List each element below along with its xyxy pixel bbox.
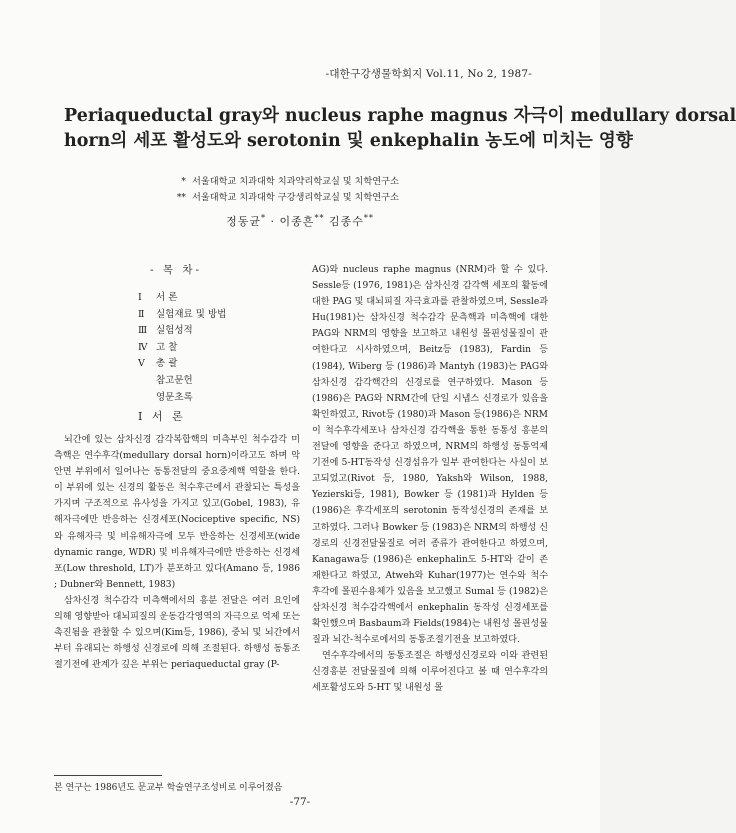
toc-label: 실험성적	[156, 325, 193, 337]
table-of-contents	[138, 290, 226, 406]
toc-label: 총 괄	[156, 358, 178, 370]
body-paragraph: 연수후각에서의 동통조절은 하행성신경로와 이와 관련된 신경흥분 전달물질에 의해 이루어진다고 볼 때 연수후각의 세포활성도와 5-HT 및 내원성 몰	[312, 651, 548, 694]
affiliation-mark: **	[176, 192, 186, 203]
author-mark: *	[261, 213, 267, 223]
toc-item	[138, 390, 226, 407]
title-line: Periaqueductal gray와 nucleus raphe magnus 자극이 medullary dorsal	[64, 106, 736, 126]
body-paragraph: AG)와 nucleus raphe magnus (NRM)라 할 수 있다. Sessle등 (1976, 1981)은 삼차신경 감각핵 세포의 활동에 대한 PAG 및 대뇌피질 자극효과를 관찰하였으며, Sessle과 Hu(1981)는 삼차신경 척수감각 문측핵과 미측핵에 대한 PAG와 NRM의 영향을 보고하고 내원성 몰핀성물질이 관여한다고 시사하였으며, Beitz등 (1983), Fardin 등 (1984), Wiberg 등 (1986)과 Mantyh (1983)는 PAG와 삼차신경 감각핵간의 신경로를 연구하였다. Mason 등(1986)은 PAG와 NRM간에 단일 시냅스 신경로가 있음을 확인하였고, Rivot등 (1980)과 Mason 등(1986)은 NRM이 척수후각세포나 삼차신경 감각핵을 통한 동통성 흥분의 전달에 영향을 준다고 하였으며, NRM의 하행성 동통억제기전에 5-HT동작성 신경섬유가 일부 관여한다는 사실이 보고되었고(Rivot 등, 1980, Yaksh와 Wilson, 1988, Yezierski등, 1981), Bowker 등 (1981)과 Hylden 등 (1986)은 후각세포의 serotonin 동작성신경의 존재를 보고하였다. 그러나 Bowker 등 (1983)은 NRM의 하행성 신경로의 신경전달물질로 여러 종류가 관여한다고 하였으며, Kanagawa등 (1986)은 enkephalin도 5-HT와 같이 존재한다고 하였고, Atweh와 Kuhar(1977)는 연수와 척수후각에 몰핀수용체가 있음을 보고했고 Sumal 등 (1982)은 삼차신경 척수감각핵에서 enkephalin 동작성 신경세포를 확인했으며 Basbaum과 Fields(1984)는 내원성 몰핀성물질과 뇌간-척수로에서의 동통조절기전을 보고하였다.	[312, 265, 548, 646]
toc-item	[138, 323, 226, 340]
toc-number: Ⅳ	[138, 341, 148, 353]
toc-label: 참고문헌	[156, 374, 193, 386]
author-name: 이종흔	[279, 215, 315, 228]
body-paragraph: 뇌간에 있는 삼차신경 감각복합핵의 미측부인 척수감각 미측핵은 연수후각(medullary dorsal horn)이라고도 하며 악안면 부위에서 일어나는 동통전달의 중요중계핵 역할을 한다. 이 부위에 있는 신경의 활동은 척수후근에서 관찰되는 특성을 가지며 구조적으로 유사성을 가지고 있고(Gobel, 1983), 유해자극에만 반응하는 신경세포(Nociceptive specific, NS)와 유해자극 및 비유해자극에 모두 반응하는 신경세포(wide dynamic range, WDR) 및 비유해자극에만 반응하는 신경세포(Low threshold, LT)가 분포하고 있다(Amano 등, 1986 ; Dubner와 Bennett, 1983)	[54, 435, 300, 590]
toc-item	[138, 290, 226, 307]
toc-item	[138, 307, 226, 324]
funding-footnote: 본 연구는 1986년도 문교부 학술연구조성비로 이루어졌음	[54, 783, 283, 793]
toc-label: 영문초록	[156, 391, 193, 403]
toc-number: Ⅱ	[138, 308, 145, 320]
toc-label: 고 찰	[156, 341, 178, 353]
affiliation	[170, 174, 399, 190]
title-line: horn의 세포 활성도와 serotonin 및 enkephalin 농도에 미치는 영향	[64, 131, 633, 151]
author-name: 김종수	[328, 215, 364, 228]
affiliation-mark: *	[181, 176, 186, 187]
affiliation-text: 서울대학교 치과대학 구강생리학교실 및 치학연구소	[192, 192, 399, 203]
affiliation	[170, 190, 399, 206]
affiliations	[170, 174, 399, 206]
page-number: -77-	[289, 796, 311, 808]
toc-number: Ⅴ	[138, 358, 145, 370]
affiliation-text: 서울대학교 치과대학 치과약리학교실 및 치학연구소	[192, 176, 399, 187]
toc-number: Ⅰ	[138, 292, 142, 303]
author-list	[0, 213, 600, 229]
left-column	[54, 432, 300, 673]
paper-title	[64, 104, 736, 154]
toc-number: Ⅲ	[138, 325, 148, 337]
toc-item	[138, 373, 226, 390]
journal-header: -대한구강생물학회지 Vol.11, No 2, 1987-	[325, 68, 532, 80]
toc-label: 실험재료 및 방법	[156, 308, 227, 320]
right-column	[312, 262, 548, 697]
author-separator: ·	[266, 215, 280, 228]
author-mark: **	[314, 213, 325, 223]
author-name: 정동균	[226, 215, 262, 228]
section-heading: Ⅰ 서 론	[138, 410, 186, 423]
author-mark: **	[363, 213, 374, 223]
body-paragraph: 삼차신경 척수감각 미측핵에서의 흥분 전달은 여러 요인에 의해 영향받아 대뇌피질의 운동감각영역의 자극으로 억제 또는 촉진됨을 관찰할 수 있으며(Kim등, 1986), 중뇌 및 뇌간에서부터 유래되는 하행성 신경로에 의해 조절된다. 하행성 동통조절기전에 관계가 깊은 부위는 periaqueductal gray (P-	[54, 595, 300, 671]
toc-item	[138, 340, 226, 357]
footnote-rule	[54, 775, 162, 776]
toc-item	[138, 356, 226, 373]
toc-title: - 목 차-	[150, 264, 203, 276]
toc-label: 서 론	[156, 292, 178, 303]
